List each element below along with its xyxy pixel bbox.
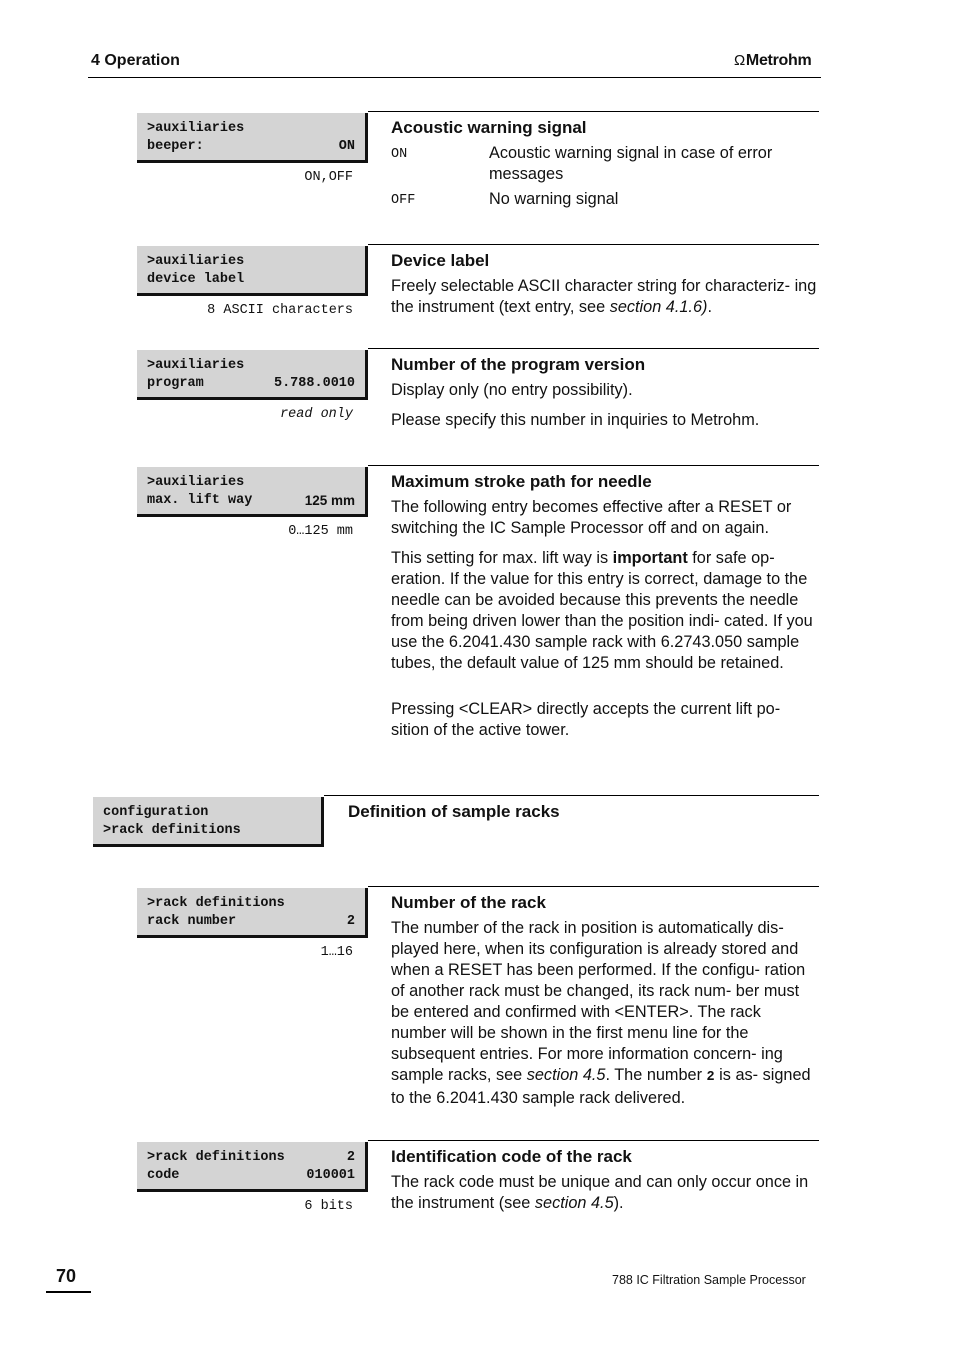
lcd-display-lift-way xyxy=(137,467,368,517)
section-divider xyxy=(368,111,819,112)
lcd-line-1: >auxiliaries xyxy=(147,121,245,136)
lcd-display-beeper xyxy=(137,113,368,163)
lcd-line-2-value: 010001 xyxy=(306,1167,355,1183)
lcd-display-rack-code xyxy=(137,1142,368,1192)
value-range: 8 ASCII characters xyxy=(207,303,353,318)
section-divider xyxy=(368,886,819,887)
metrohm-logo-icon: Ω xyxy=(734,52,745,69)
value-range: read only xyxy=(280,407,353,422)
section-title: Device label xyxy=(391,251,490,270)
value-range: 1…16 xyxy=(320,945,353,960)
lcd-display-configuration xyxy=(93,797,324,847)
lcd-display-rack-number xyxy=(137,888,368,938)
rack-number-value: 2 xyxy=(706,1070,715,1085)
section-divider xyxy=(368,348,819,349)
section-text: The following entry becomes effective after a RESET or switching the IC Sample Processor off and on again. xyxy=(391,498,792,537)
emphasis: important xyxy=(612,549,688,567)
section-title: Maximum stroke path for needle xyxy=(391,472,652,491)
section-reference: section 4.1.6) xyxy=(609,298,708,316)
section-divider xyxy=(324,795,819,796)
section-title: Number of the rack xyxy=(391,893,546,912)
lcd-line-2-value: 2 xyxy=(346,913,355,929)
lcd-line-2-label: program xyxy=(147,375,204,391)
lcd-line-1: >auxiliaries xyxy=(147,254,245,269)
lcd-line-2-label: beeper: xyxy=(147,138,204,154)
section-title: Acoustic warning signal xyxy=(391,118,587,137)
page-number-underline xyxy=(46,1291,91,1293)
section-reference: section 4.5 xyxy=(526,1066,606,1084)
lcd-line-2-value: ON xyxy=(338,138,355,154)
lcd-line-2-value: 5.788.0010 xyxy=(273,375,355,391)
section-text: This setting for max. lift way is important for safe op- eration. If the value for this entry is correct, damage to the needle can be avoided because this prevents the needle from being driven lower than the position indi- cated. If you use the 6.2041.430 sample rack with 6.2743.050 sample tubes, the default value of 125 mm should be retained. xyxy=(391,549,813,672)
value-range: 0…125 mm xyxy=(288,524,353,539)
lcd-line-2-label: code xyxy=(147,1167,180,1183)
lcd-line-1-value: 2 xyxy=(346,1150,355,1165)
section-text: Display only (no entry possibility). xyxy=(391,381,633,399)
lcd-line-1-label: >rack definitions xyxy=(147,1150,285,1165)
option-code: ON xyxy=(391,147,408,162)
section-title: Number of the program version xyxy=(391,355,646,374)
option-description: Acoustic warning signal in case of error messages xyxy=(489,144,773,183)
lcd-display-device-label xyxy=(137,246,368,296)
section-divider xyxy=(368,244,819,245)
lcd-line-2-label: rack number xyxy=(147,913,237,929)
product-name: 788 IC Filtration Sample Processor xyxy=(612,1273,806,1287)
section-text: Pressing <CLEAR> directly accepts the current lift po- sition of the active tower. xyxy=(391,700,781,739)
option-description: No warning signal xyxy=(489,190,619,208)
section-text: The number of the rack in position is automatically dis- played here, when its configuration is already stored and when a RESET has been performed. If the configu- ration of another rack must be changed, its rack num- ber must be entered and confirmed with <ENTER>. The rack number will be shown in the first menu line for the subsequent entries. For more information concern- ing sample racks, see section 4.5. The number 2 is as- signed to the 6.2041.430 sample rack delivered. xyxy=(391,919,811,1107)
lcd-line-2-label: device label xyxy=(147,271,245,287)
option-code: OFF xyxy=(391,193,416,208)
section-text: Please specify this number in inquiries to Metrohm. xyxy=(391,411,760,429)
section-heading: 4 Operation xyxy=(91,52,180,69)
lcd-line-1: >auxiliaries xyxy=(147,358,245,373)
section-reference: section 4.5 xyxy=(534,1194,614,1212)
section-divider xyxy=(368,465,819,466)
lcd-line-2-label: >rack definitions xyxy=(103,822,241,838)
page-number: 70 xyxy=(56,1266,77,1286)
lcd-display-program xyxy=(137,350,368,400)
lcd-line-1: >auxiliaries xyxy=(147,475,245,490)
value-range: ON,OFF xyxy=(304,170,353,185)
section-divider xyxy=(368,1140,819,1141)
lcd-line-1: >rack definitions xyxy=(147,896,285,911)
lcd-line-2-label: max. lift way xyxy=(147,492,253,508)
section-title: Identification code of the rack xyxy=(391,1147,632,1166)
section-title: Definition of sample racks xyxy=(348,802,560,821)
brand-name: Metrohm xyxy=(745,52,812,69)
metrohm-logo xyxy=(734,52,811,70)
value-range: 6 bits xyxy=(304,1199,353,1214)
section-text: The rack code must be unique and can only occur once in the instrument (see section 4.5). xyxy=(391,1173,809,1212)
header-divider xyxy=(88,77,821,78)
lcd-line-1: configuration xyxy=(103,805,209,820)
section-text: Freely selectable ASCII character string for characteriz- ing the instrument (text entry, see section 4.1.6). xyxy=(391,277,817,316)
lcd-line-2-value: 125 mm xyxy=(304,492,355,508)
